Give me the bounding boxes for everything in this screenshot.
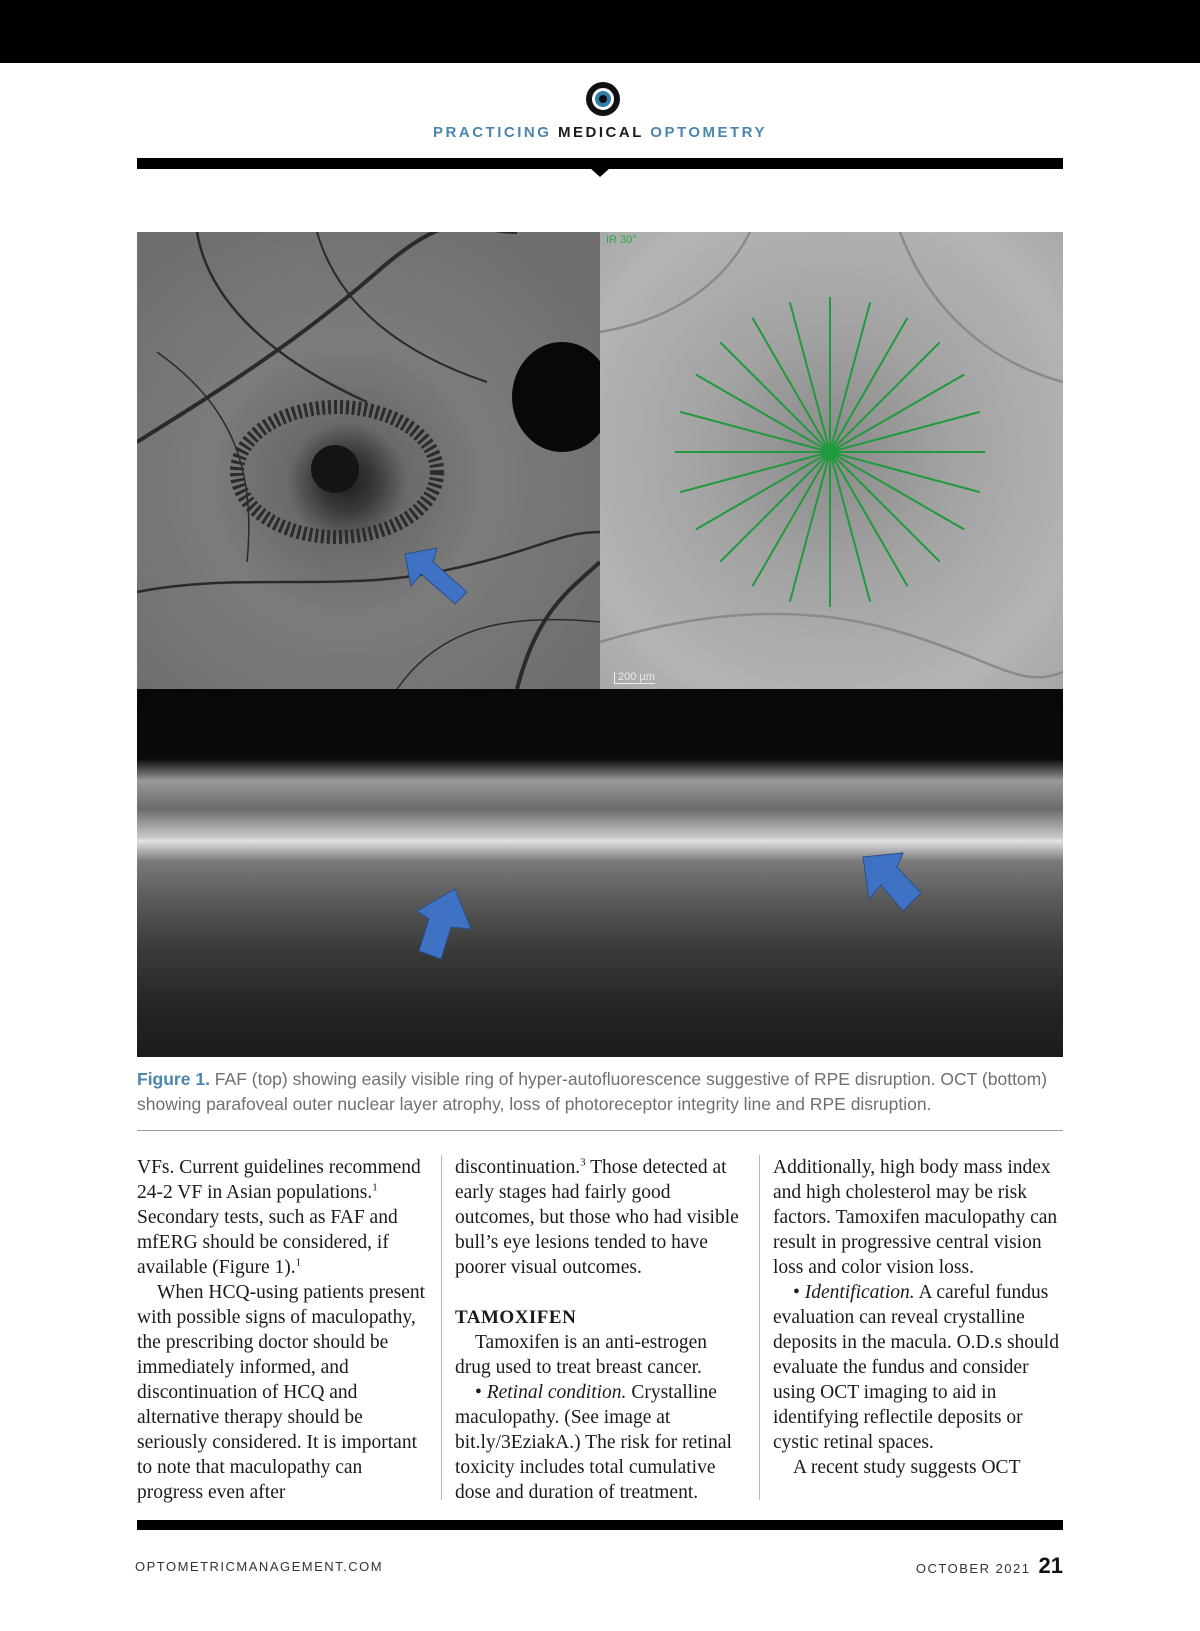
ir-image: [600, 232, 1063, 689]
text-run: VFs. Current guidelines recommend 24-2 VF in Asian populations.: [137, 1157, 421, 1203]
paragraph: A recent study suggests OCT: [793, 1457, 1021, 1478]
run-in-heading: Retinal condition.: [486, 1382, 627, 1403]
footnote-ref: 3: [580, 1156, 586, 1169]
header-rule-notch: [590, 168, 610, 177]
paragraph: [773, 1280, 1065, 1455]
text-run: discontinuation.: [455, 1157, 581, 1178]
text-run: A careful fundus evaluation can reveal crystalline deposits in the macula. O.D.s should evaluate the fundus and consider using OCT imaging to aid in identifying reflectile deposits or cystic retinal spaces.: [773, 1282, 1059, 1453]
figure-caption: [137, 1067, 1063, 1117]
text-column-1: [137, 1155, 429, 1505]
oct-image: [137, 689, 1063, 1057]
paragraph: When HCQ-using patients present with possible signs of maculopathy, the prescribing doctor should be immediately informed, and discontinuation of HCQ and alternative therapy should be seriously considered. It is important to note that maculopathy can progress even after: [137, 1282, 426, 1503]
text-run: Crystalline maculopathy. (See image at bit.ly/3EziakA.) The risk for retinal toxicity includes total cumulative dose and duration of treatment.: [455, 1382, 732, 1503]
footnote-ref: 1: [295, 1256, 302, 1269]
ir-code-label: IR 30°: [606, 234, 637, 246]
figure-1: [137, 232, 1063, 1057]
paragraph: [137, 1155, 429, 1280]
column-divider: [759, 1155, 760, 1500]
text-column-2: [455, 1155, 747, 1505]
bullet: •: [475, 1382, 487, 1403]
paragraph: Tamoxifen is an anti-estrogen drug used to treat breast cancer.: [455, 1332, 708, 1378]
oct-arrows: [137, 689, 1063, 1057]
column-divider: [441, 1155, 442, 1500]
page-number: 21: [1038, 1553, 1063, 1578]
run-in-heading: Identification.: [804, 1282, 915, 1303]
ir-scan-pattern: [600, 232, 1063, 689]
text-column-3: [773, 1155, 1065, 1480]
footer-site: OPTOMETRICMANAGEMENT.COM: [135, 1559, 384, 1574]
text-run: Secondary tests, such as FAF and mfERG should be considered, if available (Figure 1).: [137, 1207, 398, 1278]
top-black-bar: [0, 0, 1200, 63]
section-title-word-1: PRACTICING: [433, 124, 552, 141]
section-title-word-2: MEDICAL: [558, 124, 644, 141]
faf-retina-drawing: [137, 232, 600, 689]
scale-bar-label: 200 µm: [614, 672, 655, 684]
text-run: Those detected at early stages had fairly good outcomes, but those who had visible bull’s eye lesions tended to have poorer visual outcomes.: [455, 1157, 739, 1278]
faf-image: [137, 232, 600, 689]
figure-label: Figure 1.: [137, 1069, 210, 1089]
paragraph: [455, 1380, 747, 1505]
issue-date: OCTOBER 2021: [915, 1561, 1031, 1576]
footer-issue: [916, 1553, 1063, 1579]
paragraph: Additionally, high body mass index and high cholesterol may be risk factors. Tamoxifen maculopathy can result in progressive central vision loss and color vision loss.: [773, 1157, 1058, 1278]
caption-rule: [137, 1130, 1063, 1131]
footer-rule: [137, 1520, 1063, 1530]
section-title-word-3: OPTOMETRY: [650, 124, 767, 141]
section-heading: TAMOXIFEN: [455, 1307, 577, 1328]
footnote-ref: 1: [372, 1181, 378, 1194]
eye-logo-icon: [586, 82, 620, 116]
paragraph: [455, 1155, 747, 1280]
section-title: [0, 124, 1200, 141]
caption-text: FAF (top) showing easily visible ring of hyper-autofluorescence suggestive of RPE disruption. OCT (bottom) showing parafoveal outer nuclear layer atrophy, loss of photoreceptor integrity line and RPE disruption.: [137, 1069, 1048, 1114]
bullet: •: [793, 1282, 805, 1303]
